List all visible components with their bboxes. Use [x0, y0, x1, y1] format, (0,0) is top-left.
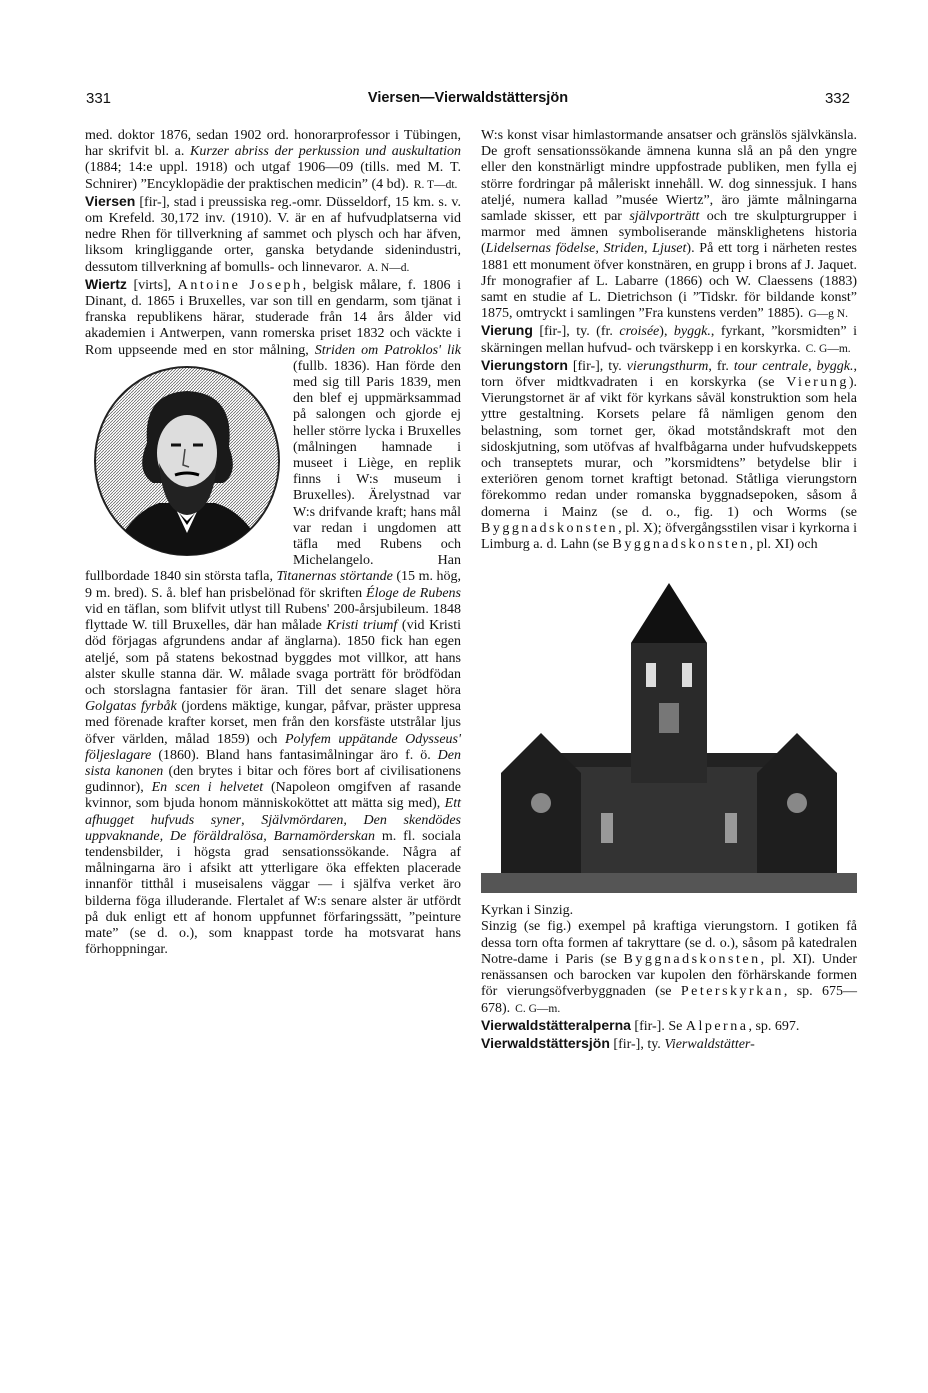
- headword-vierungstorn: Vierungstorn: [481, 356, 568, 373]
- painting-title: Titanernas störtande: [276, 569, 393, 585]
- headword-vierwaldstatteralperna: Vierwaldstätteralperna: [481, 1016, 631, 1033]
- text: (15 m. hög, 9 m. bred). S. å. blef han prisbelönad för skriften: [85, 569, 461, 601]
- text: med. doktor 1876, sedan 1902 ord. honorarprofessor i Tübingen, har skrifvit bl. a.: [85, 128, 461, 160]
- page-number-right: 332: [824, 90, 850, 107]
- book-title: Kurzer abriss der perkussion und auskultation: [190, 144, 461, 160]
- italic-term: vierungsthurm: [626, 358, 709, 374]
- text: och tre skulpturgrupper i marmor med ämnen symboliserande mänsklighetens historia (: [481, 209, 857, 257]
- painting-title: Golgatas fyrbåk: [85, 699, 177, 715]
- text: , fr.: [708, 358, 734, 374]
- church-photo-sinzig: [481, 583, 857, 893]
- left-column: [85, 128, 461, 958]
- text: (fullb. 1836). Han förde den med sig till Paris 1839, men den blef ej uppmärksammad på salongen och gjorde ej heller större lycka i Bruxelles (målningen hamnade i museet i Liège, en replik finns i W:s museum i Bruxelles). Ärelystnad var W:s drifvande kraft; hans mål var redan i ungdomen att täfla med Rubens och Michelangelo. Han fullbordade 1840 sin största tafla,: [85, 358, 461, 585]
- cross-reference: Alperna: [685, 1018, 749, 1034]
- text: , pl. X); öfvergångsstilen visar i kyrkorna i Limburg a. d. Lahn (se: [481, 520, 857, 553]
- cross-reference: Byggnadskonsten: [612, 537, 750, 553]
- text: , fyrkant, ”korsmidten” i skärningen mellan hufvud- och tvärskepp i en korskyrka.: [481, 324, 857, 356]
- text: Sinzig (se fig.) exempel på kraftiga vierungstorn. I gotiken få dessa torn ofta formen af takryttare (se d. o.), såsom på katedralen Notre-dame i Paris (se: [481, 919, 857, 967]
- painting-title: Polyfem uppätande Odysseus' följeslagare: [85, 731, 461, 763]
- text: ). Vierungstornet är af vikt för kyrkans såväl konstruktion som hela yttre gestaltning. Korsets pelare få nämligen genom den belastning, som tornet ger, ökad motståndskraft mot den sidoskjutning, som utöfvas af hvalfbågarna under hufvudskeppets och transeptets murar, och ”korsmidtens” betydelse blir i exteriören genom tornet kraftigt betonad. Ståtliga vierungstorn förekommo redan under romanska byggnadsepoken, såsom å domerna i Mainz (se d. o., fig. 1) och Worms (se: [481, 375, 857, 520]
- entry-wiertz-continued: [481, 128, 857, 322]
- text: (den brytes i bitar och föres bort af civilisationens gudinnor),: [85, 763, 461, 796]
- text: , pl. XI). Under renässansen och barocken var kupolen den förhärskande formen för vierungsöfverbyggnaden (se: [481, 951, 857, 1000]
- text: [fir-], stad i preussiska reg.-omr. Düsseldorf, 15 km. s. v. om Krefeld. 30,172 inv. (1910). V. är en af hufvudplatserna vid nedre Rhen för tillverkning af sammet och plysch och har äfven, liksom kringliggande orter, ganska betydande sidenindustri, dessutom tillverkning af bomulls- och linnevaror.: [85, 194, 461, 275]
- portrait-engraving: [89, 363, 285, 559]
- text: m. fl. sociala tendensbilder, i högsta grad sensationssökande. Några af målningarna äro i afsikt att ytterligare öka effekten placerade innanför titthål i museisalens väggar — i själfva verket äro bilderna föga illuderande. Flertalet af W:s senare alster är utfördt på duk enligt ett af honom uppfunnet förfaringssätt, ”peinture mate” (se d. o.), som knappast torde ha motsvarat hans förhoppningar.: [85, 828, 461, 958]
- entry-vierung: [481, 322, 857, 356]
- painting-title: Kristi triumf: [326, 618, 398, 634]
- sculpture-titles: Lidelsernas födelse, Striden, Ljuset: [485, 241, 687, 257]
- headword-vierwaldstattersjon: Vierwaldstättersjön: [481, 1034, 610, 1051]
- text: , belgisk målare, f. 1806 i Dinant, d. 1865 i Bruxelles, var son till en gendarm, som tjänat i franska republikens härar, studerade från 14 års ålder vid akademien i Antwerpen, vann romerska priset 1832 och väckte i Rom uppseende med en stor målning,: [85, 277, 462, 358]
- spaced-name: Antoine Joseph: [177, 277, 303, 293]
- text: (vid Kristi död förjagas afgrundens andar af änglarna). 1850 fick han egen ateljé, som på statens bekostnad byggdes mot villkor, att hans alster skulle stanna där. W. målade svaga porträtt för brödfödan och storslagna fantasier för äran. Till det senare slaget höra: [85, 618, 461, 698]
- italic-term: croisée: [619, 324, 660, 340]
- entry-viersen: [85, 193, 461, 276]
- entry-wiertz: [85, 276, 461, 959]
- text: (1884; 14:e uppl. 1918) och utgaf 1906—09 (tills. med M. T. Schnirer) ”Encyklopädie der praktischen medicin” (4 bd).: [85, 160, 461, 192]
- painting-title: Självmördaren, Den skendödes uppvaknande, De föräldralösa, Barnamörderskan: [85, 812, 462, 844]
- author-signature: C. G—m.: [805, 342, 851, 355]
- text: [fir-], ty.: [609, 1036, 665, 1052]
- italic-term: Vierwaldstätter-: [664, 1036, 755, 1052]
- text: (Napoleon omgifven af rasande kvinnor, som bjuda honom människoköttet att mätta sig med),: [85, 780, 462, 812]
- running-title: Viersen—Vierwaldstättersjön: [367, 90, 569, 106]
- headword-viersen: Viersen: [85, 192, 136, 209]
- italic-term: självporträtt: [629, 209, 700, 225]
- book-title: Éloge de Rubens: [366, 585, 461, 601]
- text: (1860). Bland hans fantasimålningar äro f. ö.: [151, 747, 438, 763]
- cross-reference: Byggnadskonsten: [623, 951, 761, 967]
- headword-vierung: Vierung: [481, 322, 533, 339]
- text: [virts],: [126, 277, 178, 293]
- text: [fir-], ty.: [567, 358, 627, 374]
- cross-reference: Byggnadskonsten: [481, 520, 619, 536]
- portrait-wiertz: [89, 363, 285, 559]
- italic-term: tour centrale, byggk.: [733, 358, 854, 374]
- painting-title: En scen i helvetet: [151, 780, 264, 796]
- cross-reference: Vierung: [786, 375, 849, 391]
- author-signature: R. T—dt.: [413, 178, 458, 191]
- text: [fir-]. Se: [630, 1018, 686, 1034]
- text: , pl. XI) och: [749, 537, 818, 553]
- text: vid en täflan, som blifvit utlyst till Rubens' 200-årsjubileum. 1848 flyttade W. till Bruxelles, där han målade: [85, 601, 461, 634]
- painting-title: Den sista kanonen: [85, 747, 461, 779]
- headword-wiertz: Wiertz: [85, 275, 127, 292]
- painting-title: Ett afhugget hufvuds syner: [85, 796, 461, 828]
- author-signature: G—g N.: [808, 308, 848, 321]
- page-number-left: 331: [86, 90, 112, 107]
- text: , torn öfver midtkvadraten i en korskyrka (se: [481, 358, 857, 391]
- text: W:s konst visar himlastormande ansatser och gränslös självkänsla. De groft sensationssökande ämnena kunna slå an på den yngre eller den konstnärligt mindre uppfostrade publiken, men fylla ej större fordringar på måleriskt innehåll. W. dog sinnessjuk. I hans ateljé, numera kallad ”musée Wiertz”, äro jämte målningarna samlade skisser, ett par: [481, 128, 857, 225]
- text: (jordens mäktige, kungar, påfvar, präster uppresa med förenade krafter korset, men från den korsfäste utstrålar ljus öfver världen, målad 1859) och: [85, 699, 461, 747]
- author-signature: C. G—m.: [515, 1002, 561, 1015]
- entry-vierwaldstattersjon: [481, 1035, 857, 1053]
- entry-vierungstorn: [481, 357, 857, 553]
- right-column: [481, 128, 857, 1053]
- text: ),: [659, 324, 674, 340]
- author-signature: A. N—d.: [366, 261, 410, 274]
- text: , sp. 675—678).: [481, 984, 858, 1016]
- text: ). På ett torg i närheten restes 1881 ett monument öfver konstnären, en grupp i brons af J. Jaquet. Jfr monografier af L. Labarre (1866) och W. Claessens (1883) samt en studie af L. Dietrichson (i ”Tidskr. för bildande konst” 1875, omtryckt i samlingen ”Fra kunstens verden” 1885).: [481, 241, 857, 322]
- cross-reference: Peterskyrkan: [680, 984, 784, 1000]
- photo-caption: Kyrkan i Sinzig.: [481, 903, 574, 919]
- italic-term: byggk.: [673, 324, 711, 340]
- entry-vierwaldstatteralperna: [481, 1017, 857, 1035]
- page-header: [86, 90, 850, 114]
- entry-continuation: [85, 128, 461, 193]
- text: , sp. 697.: [748, 1018, 800, 1034]
- painting-title: Striden om Patroklos' lik: [314, 342, 461, 358]
- text: [fir-], ty. (fr.: [532, 324, 620, 340]
- entry-sinzig-continued: [481, 919, 857, 1016]
- text: ,: [241, 812, 262, 828]
